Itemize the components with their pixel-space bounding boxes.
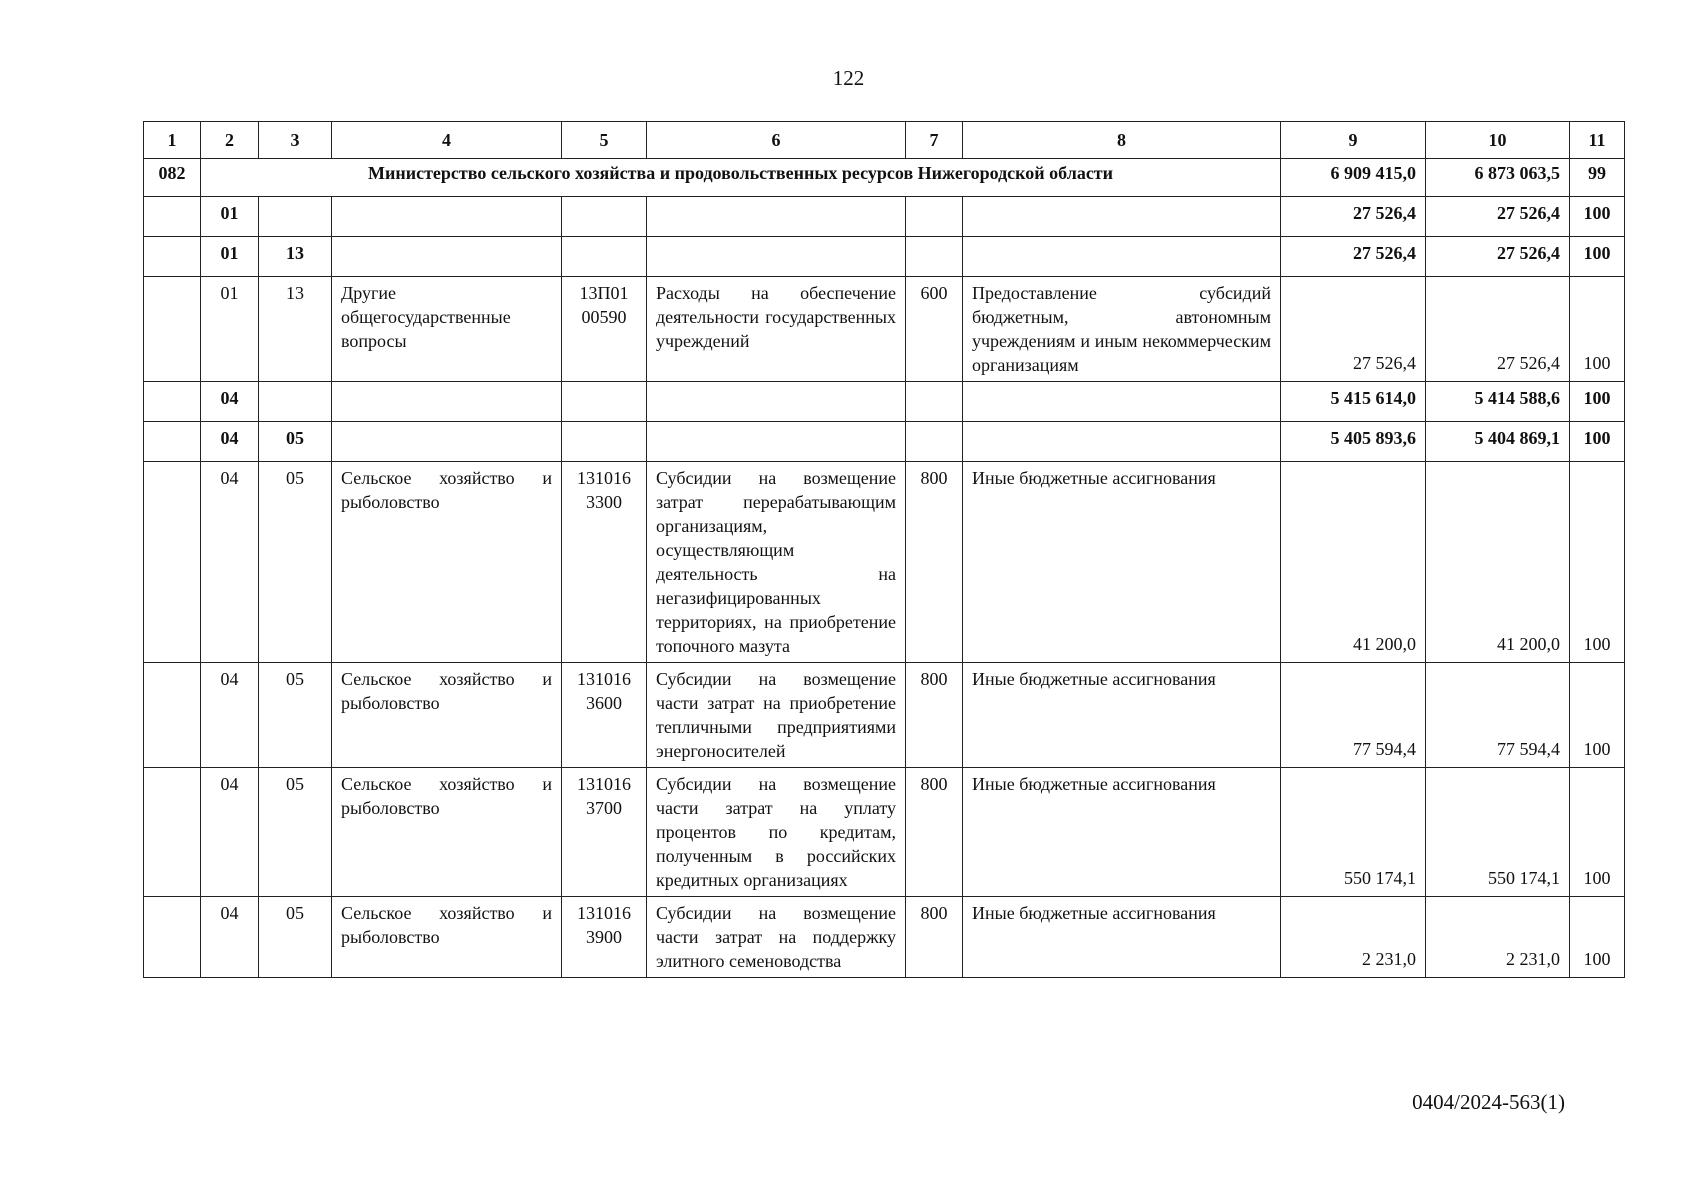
table-row [144, 462, 1625, 663]
cell-empty [562, 237, 647, 277]
cell-section-name: Сельское хозяйство и рыболовство [332, 897, 562, 978]
cell-expense-type: 800 [906, 663, 963, 768]
cell-subsection: 05 [259, 663, 332, 768]
cell-fact: 5 404 869,1 [1426, 422, 1570, 462]
cell-empty [144, 897, 201, 978]
document-number: 0404/2024-563(1) [1412, 1090, 1565, 1114]
cell-section-name: Сельское хозяйство и рыболовство [332, 663, 562, 768]
cell-pct: 100 [1570, 897, 1625, 978]
cell-empty [906, 237, 963, 277]
table-row [144, 768, 1625, 897]
cell-section: 04 [201, 897, 259, 978]
cell-target-code: 131016 3300 [562, 462, 647, 663]
header-cell: 9 [1281, 122, 1426, 159]
cell-target-code: 131016 3900 [562, 897, 647, 978]
cell-empty [963, 382, 1281, 422]
cell-plan: 27 526,4 [1281, 237, 1426, 277]
cell-empty [144, 422, 201, 462]
table-row [144, 197, 1625, 237]
cell-empty [647, 237, 906, 277]
cell-empty [144, 237, 201, 277]
cell-plan: 77 594,4 [1281, 663, 1426, 768]
header-cell: 6 [647, 122, 906, 159]
cell-empty [144, 663, 201, 768]
cell-plan: 41 200,0 [1281, 462, 1426, 663]
cell-section: 04 [201, 768, 259, 897]
ministry-name: Министерство сельского хозяйства и продовольственных ресурсов Нижегородской области [201, 159, 1281, 197]
header-cell: 7 [906, 122, 963, 159]
cell-target-name: Субсидии на возмещение затрат перерабатывающим организациям, осуществляющим деятельность на негазифицированных территориях, на приобретение топочного мазута [647, 462, 906, 663]
cell-pct: 100 [1570, 277, 1625, 382]
cell-empty [144, 768, 201, 897]
header-cell: 4 [332, 122, 562, 159]
cell-subsection: 13 [259, 277, 332, 382]
cell-section-name: Другие общегосударственные вопросы [332, 277, 562, 382]
cell-section: 01 [201, 277, 259, 382]
cell-target-code: 13П01 00590 [562, 277, 647, 382]
cell-plan: 550 174,1 [1281, 768, 1426, 897]
cell-pct: 100 [1570, 422, 1625, 462]
cell-section: 01 [201, 197, 259, 237]
cell-expense-type: 800 [906, 768, 963, 897]
cell-pct: 100 [1570, 382, 1625, 422]
cell-fact: 27 526,4 [1426, 197, 1570, 237]
cell-empty [963, 197, 1281, 237]
cell-section: 01 [201, 237, 259, 277]
header-cell: 8 [963, 122, 1281, 159]
cell-pct: 100 [1570, 197, 1625, 237]
table-row [144, 897, 1625, 978]
cell-empty [906, 382, 963, 422]
cell-plan: 5 405 893,6 [1281, 422, 1426, 462]
header-cell: 3 [259, 122, 332, 159]
cell-section: 04 [201, 462, 259, 663]
header-cell: 5 [562, 122, 647, 159]
cell-fact: 77 594,4 [1426, 663, 1570, 768]
cell-empty [906, 422, 963, 462]
cell-subsection: 05 [259, 462, 332, 663]
table-row [144, 422, 1625, 462]
ministry-pct: 99 [1570, 159, 1625, 197]
cell-empty [906, 197, 963, 237]
cell-subsection: 05 [259, 897, 332, 978]
cell-target-name: Субсидии на возмещение части затрат на уплату процентов по кредитам, полученным в российских кредитных организациях [647, 768, 906, 897]
ministry-fact: 6 873 063,5 [1426, 159, 1570, 197]
cell-plan: 5 415 614,0 [1281, 382, 1426, 422]
cell-expense-name: Предоставление субсидий бюджетным, автономным учреждениям и иным некоммерческим организациям [963, 277, 1281, 382]
cell-target-code: 131016 3700 [562, 768, 647, 897]
ministry-plan: 6 909 415,0 [1281, 159, 1426, 197]
cell-pct: 100 [1570, 663, 1625, 768]
cell-empty [562, 422, 647, 462]
cell-empty [562, 197, 647, 237]
cell-target-name: Субсидии на возмещение части затрат на поддержку элитного семеноводства [647, 897, 906, 978]
cell-empty [144, 462, 201, 663]
budget-table [143, 121, 1625, 978]
cell-subsection [259, 197, 332, 237]
header-cell: 2 [201, 122, 259, 159]
cell-pct: 100 [1570, 462, 1625, 663]
ministry-code: 082 [144, 159, 201, 197]
ministry-row [144, 159, 1625, 197]
cell-expense-type: 600 [906, 277, 963, 382]
cell-target-name: Субсидии на возмещение части затрат на приобретение тепличными предприятиями энергоносителей [647, 663, 906, 768]
cell-empty [647, 197, 906, 237]
table-row [144, 382, 1625, 422]
cell-fact: 27 526,4 [1426, 237, 1570, 277]
cell-plan: 27 526,4 [1281, 197, 1426, 237]
cell-empty [332, 422, 562, 462]
cell-empty [963, 422, 1281, 462]
cell-target-code: 131016 3600 [562, 663, 647, 768]
page-number: 122 [832, 66, 865, 90]
cell-subsection: 05 [259, 768, 332, 897]
cell-fact: 2 231,0 [1426, 897, 1570, 978]
cell-empty [562, 382, 647, 422]
header-cell: 1 [144, 122, 201, 159]
cell-pct: 100 [1570, 768, 1625, 897]
cell-expense-name: Иные бюджетные ассигнования [963, 768, 1281, 897]
cell-empty [963, 237, 1281, 277]
cell-plan: 27 526,4 [1281, 277, 1426, 382]
cell-fact: 550 174,1 [1426, 768, 1570, 897]
header-cell: 11 [1570, 122, 1625, 159]
cell-empty [332, 382, 562, 422]
cell-pct: 100 [1570, 237, 1625, 277]
cell-empty [647, 422, 906, 462]
cell-section: 04 [201, 422, 259, 462]
cell-empty [332, 237, 562, 277]
cell-expense-name: Иные бюджетные ассигнования [963, 663, 1281, 768]
header-row [144, 122, 1625, 159]
cell-subsection: 13 [259, 237, 332, 277]
cell-expense-name: Иные бюджетные ассигнования [963, 462, 1281, 663]
table-row [144, 237, 1625, 277]
header-cell: 10 [1426, 122, 1570, 159]
cell-section: 04 [201, 382, 259, 422]
cell-fact: 41 200,0 [1426, 462, 1570, 663]
cell-empty [332, 197, 562, 237]
cell-fact: 27 526,4 [1426, 277, 1570, 382]
cell-fact: 5 414 588,6 [1426, 382, 1570, 422]
cell-plan: 2 231,0 [1281, 897, 1426, 978]
table-row [144, 663, 1625, 768]
cell-empty [144, 277, 201, 382]
cell-section-name: Сельское хозяйство и рыболовство [332, 462, 562, 663]
cell-subsection [259, 382, 332, 422]
cell-expense-name: Иные бюджетные ассигнования [963, 897, 1281, 978]
cell-section-name: Сельское хозяйство и рыболовство [332, 768, 562, 897]
cell-target-name: Расходы на обеспечение деятельности государственных учреждений [647, 277, 906, 382]
table-row [144, 277, 1625, 382]
cell-expense-type: 800 [906, 462, 963, 663]
cell-expense-type: 800 [906, 897, 963, 978]
cell-empty [647, 382, 906, 422]
cell-subsection: 05 [259, 422, 332, 462]
cell-empty [144, 382, 201, 422]
cell-section: 04 [201, 663, 259, 768]
cell-empty [144, 197, 201, 237]
